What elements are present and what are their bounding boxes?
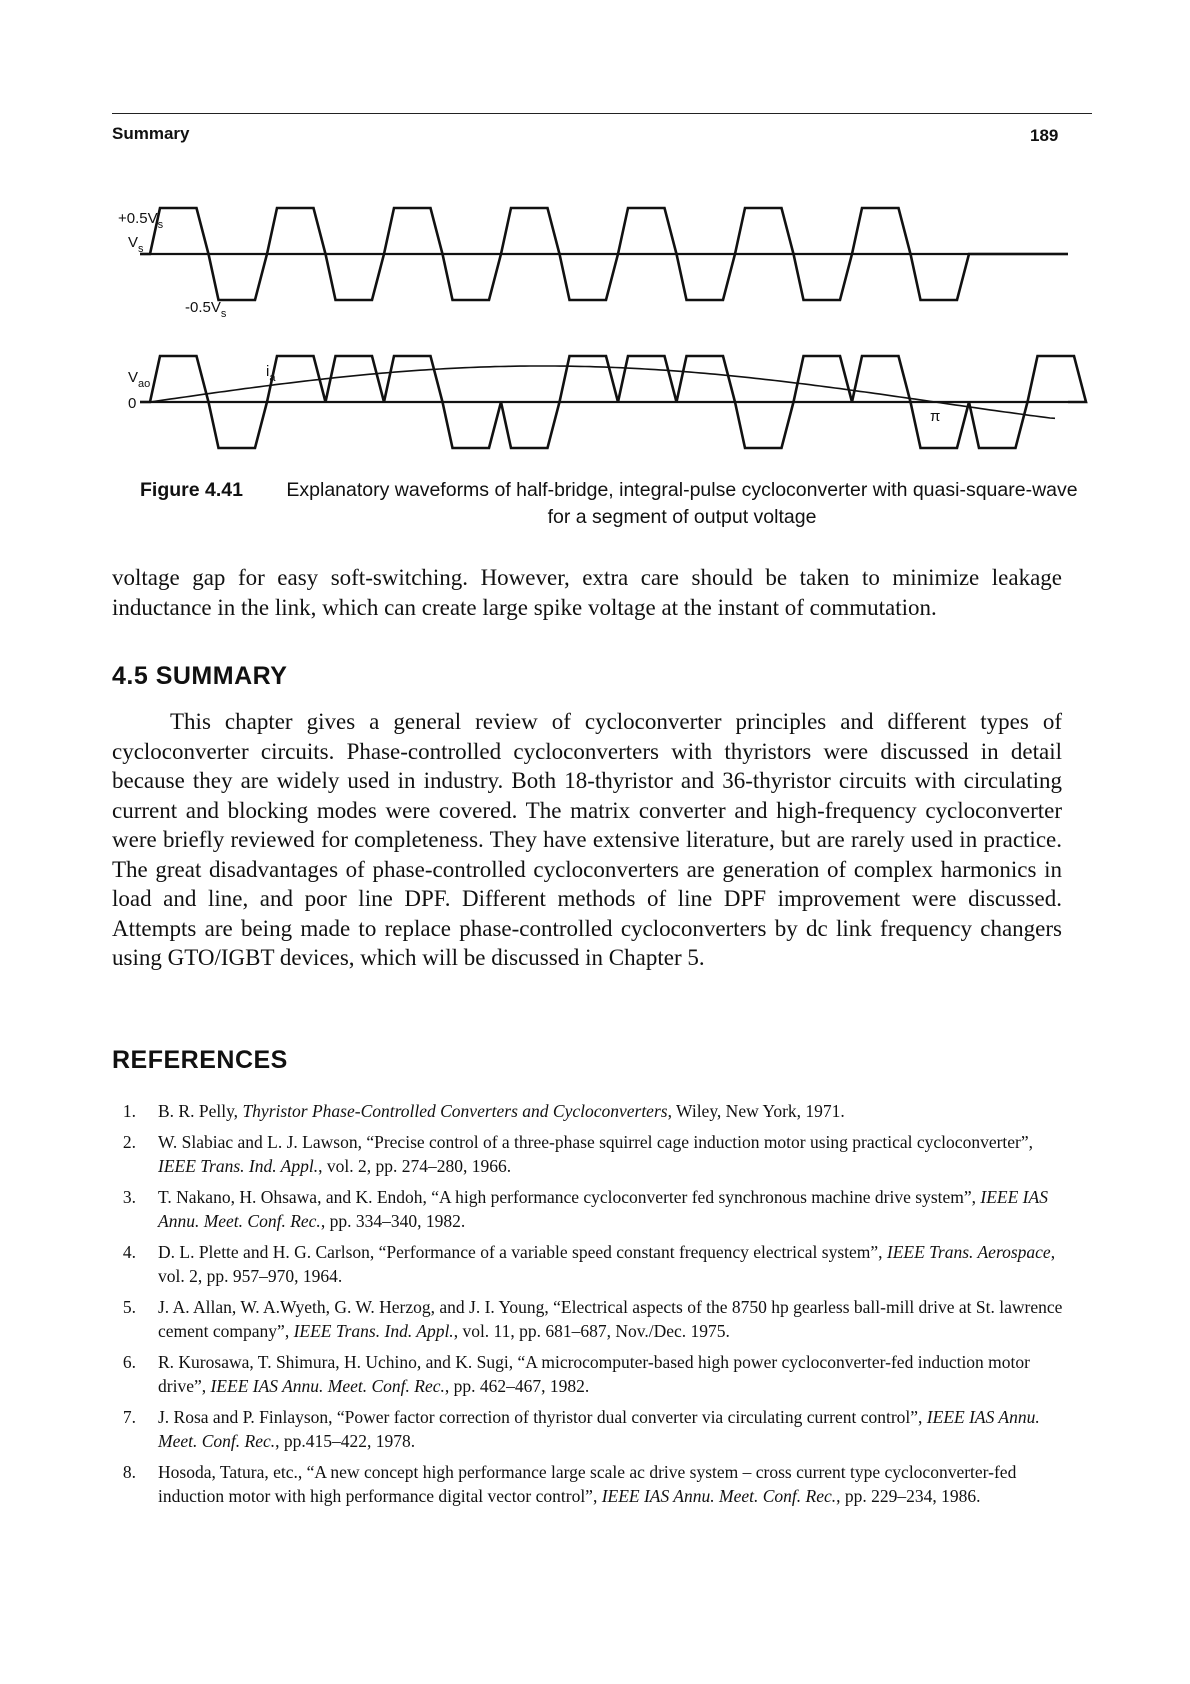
continued-paragraph: voltage gap for easy soft-switching. However, extra care should be taken to minimize leakage inductance in the link, which can create large spike voltage at the instant of commutation.: [112, 565, 1062, 620]
pos-level-label: $+0.5V_s$: [118, 210, 164, 231]
reference-item: 5. J. A. Allan, W. A.Wyeth, G. W. Herzog, and J. I. Young, “Electrical aspects of the 8750 hp gearless ball-mill drive at St. lawrence cement company”, IEEE Trans. Ind. Appl., vol. 11, pp. 681–687, Nov./Dec. 1975.: [112, 1295, 1072, 1343]
reference-number: 3.: [122, 1187, 136, 1207]
vao-label: $V_{ao}$: [128, 369, 151, 390]
ia-current-curve: [150, 366, 1055, 418]
reference-source: Thyristor Phase-Controlled Converters and Cycloconverters: [242, 1101, 668, 1121]
section-heading: 4.5 SUMMARY: [112, 662, 288, 690]
reference-item: 2. W. Slabiac and L. J. Lawson, “Precise control of a three-phase squirrel cage induction motor using practical cycloconverter”, IEEE Trans. Ind. Appl., vol. 2, pp. 274–280, 1966.: [112, 1130, 1072, 1178]
reference-number: 8.: [122, 1462, 136, 1482]
reference-item: 7. J. Rosa and P. Finlayson, “Power factor correction of thyristor dual converter via circulating current control”, IEEE IAS Annu. Meet. Conf. Rec., pp.415–422, 1978.: [112, 1405, 1072, 1453]
reference-item: 1. B. R. Pelly, Thyristor Phase-Controlled Converters and Cycloconverters, Wiley, New York, 1971.: [112, 1099, 1072, 1123]
running-head: Summary: [112, 124, 190, 143]
reference-source: IEEE IAS Annu. Meet. Conf. Rec.: [601, 1486, 837, 1506]
reference-source: IEEE IAS Annu. Meet. Conf. Rec.: [158, 1187, 1048, 1231]
figure-number: Figure 4.41: [140, 479, 243, 501]
reference-source: IEEE Trans. Aerospace: [886, 1242, 1051, 1262]
reference-source: IEEE Trans. Ind. Appl.: [158, 1156, 319, 1176]
ia-label: $i_a$: [266, 363, 276, 384]
reference-number: 1.: [122, 1101, 136, 1121]
neg-level-label: $-0.5V_s$: [185, 299, 227, 320]
bottom-waveform: [128, 356, 1086, 448]
vs-label: $V_s$: [128, 234, 144, 255]
waveform-figure: [0, 195, 1190, 465]
reference-source: IEEE Trans. Ind. Appl.: [293, 1321, 454, 1341]
zero-label: 0: [128, 395, 137, 412]
header-rule: [112, 113, 1092, 114]
reference-item: 4. D. L. Plette and H. G. Carlson, “Performance of a variable speed constant frequency electrical system”, IEEE Trans. Aerospace, vol. 2, pp. 957–970, 1964.: [112, 1240, 1072, 1288]
pi-label: π: [930, 408, 941, 425]
reference-item: 8. Hosoda, Tatura, etc., “A new concept high performance large scale ac drive system – cross current type cycloconverter-fed induction motor with high performance digital vector control”, IEEE IAS Annu. Meet. Conf. Rec., pp. 229–234, 1986.: [112, 1460, 1072, 1508]
summary-paragraph: This chapter gives a general review of cycloconverter principles and different types of cycloconverter circuits. Phase-controlled cycloconverters with thyristors were discussed in detail because they are widely used in industry. Both 18-thyristor and 36-thyristor circuits with circulating current and blocking modes were covered. The matrix converter and high-frequency cycloconverter were briefly reviewed for completeness. They have extensive literature, but are rarely used in practice. The great disadvantages of phase-controlled cycloconverters are generation of complex harmonics in load and line, and poor line DPF. Different methods of line DPF improvement were discussed. Attempts are being made to replace phase-controlled cycloconverters by dc link frequency changers using GTO/IGBT devices, which will be discussed in Chapter 5.: [112, 709, 1062, 970]
reference-item: 6. R. Kurosawa, T. Shimura, H. Uchino, and K. Sugi, “A microcomputer-based high power cycloconverter-fed induction motor drive”, IEEE IAS Annu. Meet. Conf. Rec., pp. 462–467, 1982.: [112, 1350, 1072, 1398]
references-heading: REFERENCES: [112, 1046, 288, 1074]
top-waveform: [118, 208, 1068, 320]
caption-text: Explanatory waveforms of half-bridge, integral-pulse cycloconverter with quasi-square-wave for a segment of output voltage: [286, 479, 1078, 528]
reference-source: IEEE IAS Annu. Meet. Conf. Rec.: [158, 1407, 1040, 1451]
reference-source: IEEE IAS Annu. Meet. Conf. Rec.: [210, 1376, 445, 1396]
page-number: 189: [1030, 126, 1059, 145]
reference-number: 7.: [122, 1407, 136, 1427]
reference-item: 3. T. Nakano, H. Ohsawa, and K. Endoh, “A high performance cycloconverter fed synchronous machine drive system”, IEEE IAS Annu. Meet. Conf. Rec., pp. 334–340, 1982.: [112, 1185, 1072, 1233]
reference-list: [112, 1099, 1072, 1515]
reference-number: 4.: [122, 1242, 136, 1262]
reference-number: 2.: [122, 1132, 136, 1152]
reference-number: 6.: [122, 1352, 136, 1372]
reference-number: 5.: [122, 1297, 136, 1317]
